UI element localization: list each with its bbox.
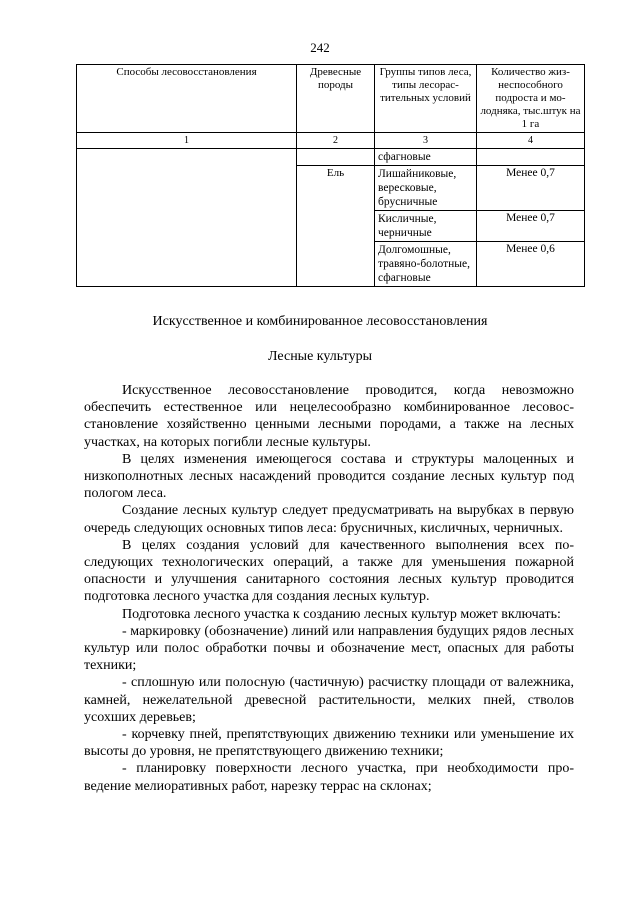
list-item: - маркировку (обозначение) линий или направления будущих рядов лесных культур или полос обработки почвы и обозначение мест, опасных для работы техники; [84,623,574,674]
table-row [77,149,585,166]
column-number: 1 [77,133,297,149]
count-cell: Менее 0,7 [477,166,585,211]
list-item: - сплошную или полосную (частичную) расчистку площади от валежника, камней, нежелательной древесной растительности, мелких пней, стволов усохших деревьев; [84,675,574,725]
type-group-cell: Лишайниковые, вересковые, брусничные [375,166,477,211]
count-cell: Менее 0,7 [477,211,585,242]
paragraph: Искусственное лесовосстановление проводится, когда невозможно обеспечить естественное или нецелесообразно комбинированное лесовосстановление хозяйственно ценными лесными породами, а также на лесных участках, на которых погибли лесные культуры. [84,383,574,450]
methods-cell [77,149,297,287]
column-number: 4 [477,133,585,149]
paragraph: В целях изменения имеющегося состава и структуры малоценных и низкополнотных лесных насаждений проводится создание лесных культур под пологом леса. [84,451,574,502]
subsection-title: Лесные культуры [268,349,372,364]
header-species: Древесные породы [297,65,375,133]
species-cell: Ель [297,166,375,287]
column-number: 3 [375,133,477,149]
type-group-cell: сфагновые [375,149,477,166]
header-methods: Способы лесовосстановления [77,65,297,133]
header-forest-types: Группы типов леса, типы лесорастительных условий [375,65,477,133]
type-group-cell: Кисличные, черничные [375,211,477,242]
page-number: 242 [310,40,330,55]
species-cell-empty [297,149,375,166]
type-group-cell: Долгомошные, травяно-болотные, сфагновые [375,242,477,287]
section-title: Искусственное и комбинированное лесовосстановления [152,314,488,329]
paragraph: Подготовка лесного участка к созданию лесных культур может включать: [122,606,561,622]
list-item: - корчевку пней, препятствующих движению техники или уменьшение их высоты до уровня, не препятствующего движению техники; [84,727,574,760]
paragraph: Создание лесных культур следует предусматривать на вырубках в первую очередь следующих основных типов леса: брусничных, кисличных, черничных. [84,503,574,536]
regeneration-table [76,64,585,287]
count-cell-empty [477,149,585,166]
table-header-row [77,65,585,133]
paragraph: В целях создания условий для качественного выполнения всех последующих технологических операций, а также для уменьшения пожарной опасности и улучшения санитарного состояния лесных культур проводится подготовка лесного участка для создания лесных культур. [84,537,574,605]
count-cell: Менее 0,6 [477,242,585,287]
column-number: 2 [297,133,375,149]
header-undergrowth-count: Количество жизнеспособного подроста и молодняка, тыс.штук на 1 га [477,65,585,133]
column-number-row [77,133,585,149]
list-item: - планировку поверхности лесного участка, при необходимости проведение мелиоративных работ, нарезку террас на склонах; [84,761,574,794]
body-text [84,382,574,795]
